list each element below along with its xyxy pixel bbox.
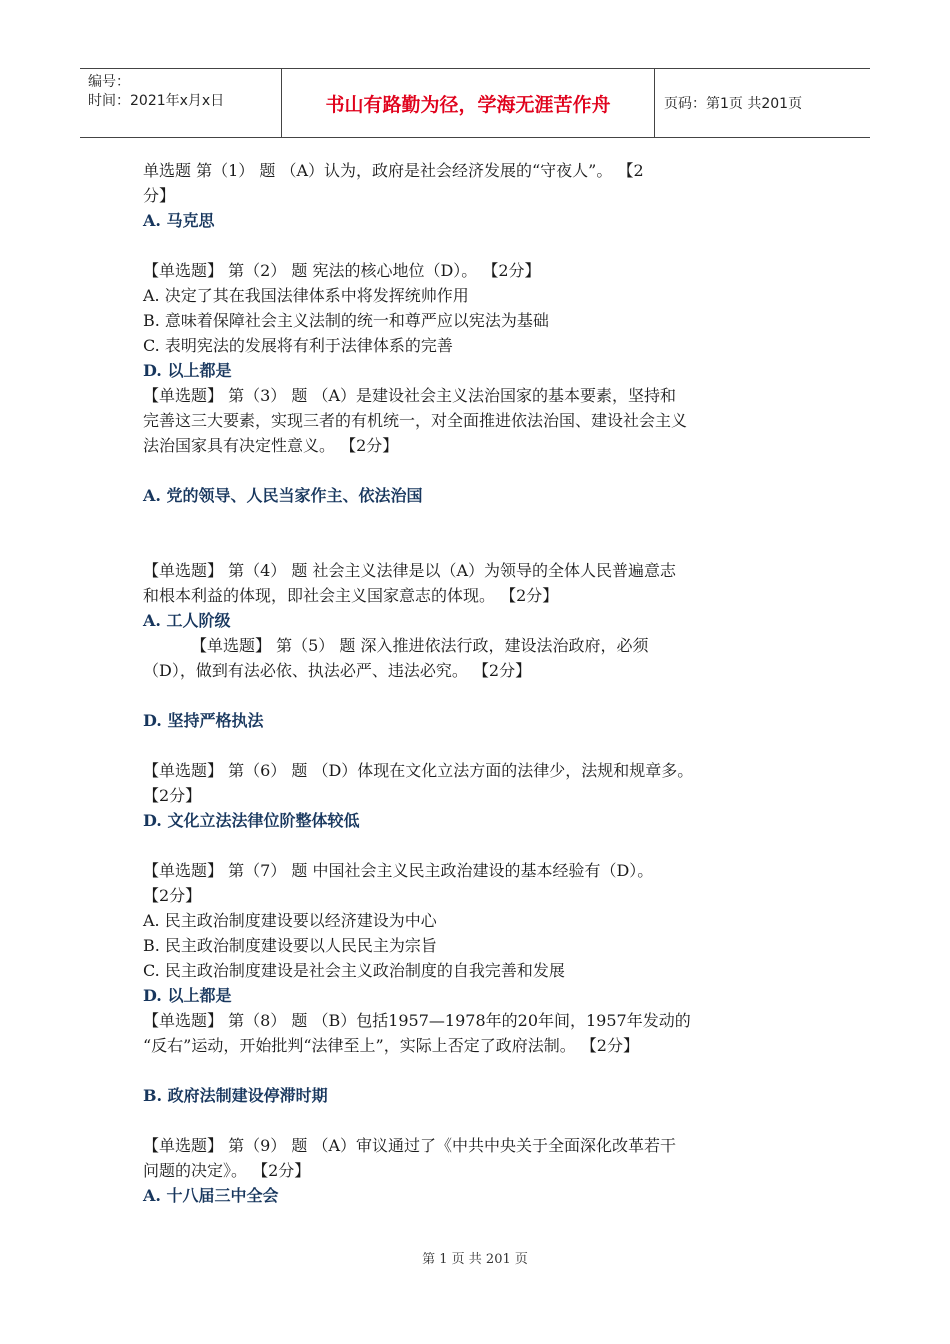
header-motto: 书山有路勤为径，学海无涯苦作舟 [325, 93, 611, 116]
question-line: A. 决定了其在我国法律体系中将发挥统帅作用 [143, 286, 469, 305]
blank-line [143, 508, 813, 533]
blank-line [143, 733, 813, 758]
header-divider-2 [654, 69, 655, 137]
question-line: 【2分】 [143, 886, 202, 905]
question-line: 和根本利益的体现，即社会主义国家意志的体现。 【2分】 [143, 586, 559, 605]
blank-line [143, 833, 813, 858]
header-meta [88, 73, 224, 111]
question-line: 【单选题】 第（9） 题 （A）审议通过了《中共中央关于全面深化改革若干 [143, 1136, 676, 1155]
answer-line: D. 以上都是 [143, 986, 232, 1005]
answer-line: A. 工人阶级 [143, 611, 231, 630]
question-line: 【单选题】 第（6） 题 （D）体现在文化立法方面的法律少，法规和规章多。 [143, 761, 694, 780]
answer-line: A. 党的领导、人民当家作主、依法治国 [143, 486, 423, 505]
answer-line: D. 文化立法法律位阶整体较低 [143, 811, 360, 830]
blank-line [143, 233, 813, 258]
page-header [80, 68, 870, 138]
question-line: 完善这三大要素，实现三者的有机统一，对全面推进依法治国、建设社会主义 [143, 411, 688, 430]
header-page-info: 页码：第1页 共201页 [664, 96, 803, 112]
question-line: 问题的决定》。 【2分】 [143, 1161, 311, 1180]
question-line: B. 民主政治制度建设要以人民民主为宗旨 [143, 936, 437, 955]
answer-line: D. 以上都是 [143, 361, 232, 380]
question-line: B. 意味着保障社会主义法制的统一和尊严应以宪法为基础 [143, 311, 549, 330]
doc-number-label: 编号： [88, 74, 130, 90]
question-line: 【单选题】 第（7） 题 中国社会主义民主政治建设的基本经验有（D）。 [143, 861, 654, 880]
answer-line: D. 坚持严格执法 [143, 711, 264, 730]
doc-date: 时间：2021年x月x日 [88, 93, 225, 109]
blank-line [143, 533, 813, 558]
answer-line: A. 十八届三中全会 [143, 1186, 279, 1205]
blank-line [143, 683, 813, 708]
page-footer: 第 1 页 共 201 页 [422, 1252, 528, 1267]
blank-line [143, 1108, 813, 1133]
answer-line: A. 马克思 [143, 211, 215, 230]
blank-line [143, 1058, 813, 1083]
question-line: 【单选题】 第（4） 题 社会主义法律是以（A）为领导的全体人民普遍意志 [143, 561, 676, 580]
answer-line: B. 政府法制建设停滞时期 [143, 1086, 328, 1105]
question-line: C. 民主政治制度建设是社会主义政治制度的自我完善和发展 [143, 961, 565, 980]
question-line: “反右”运动，开始批判“法律至上”，实际上否定了政府法制。 【2分】 [143, 1036, 639, 1055]
question-list [143, 158, 813, 1208]
question-line: A. 民主政治制度建设要以经济建设为中心 [143, 911, 437, 930]
question-line: 【单选题】 第（2） 题 宪法的核心地位（D）。 【2分】 [143, 261, 541, 280]
question-line: （D），做到有法必依、执法必严、违法必究。 【2分】 [143, 661, 532, 680]
question-line: 【单选题】 第（5） 题 深入推进依法行政，建设法治政府，必须 [191, 636, 649, 655]
question-line: 单选题 第（1） 题 （A）认为，政府是社会经济发展的“守夜人”。 【2 [143, 161, 644, 180]
question-line: 法治国家具有决定性意义。 【2分】 [143, 436, 399, 455]
question-line: 分】 [143, 186, 176, 205]
blank-line [143, 458, 813, 483]
question-line: 【单选题】 第（8） 题 （B）包括1957—1978年的20年间，1957年发动的 [143, 1011, 691, 1030]
question-line: 【单选题】 第（3） 题 （A）是建设社会主义法治国家的基本要素，坚持和 [143, 386, 676, 405]
question-line: C. 表明宪法的发展将有利于法律体系的完善 [143, 336, 453, 355]
question-line: 【2分】 [143, 786, 202, 805]
